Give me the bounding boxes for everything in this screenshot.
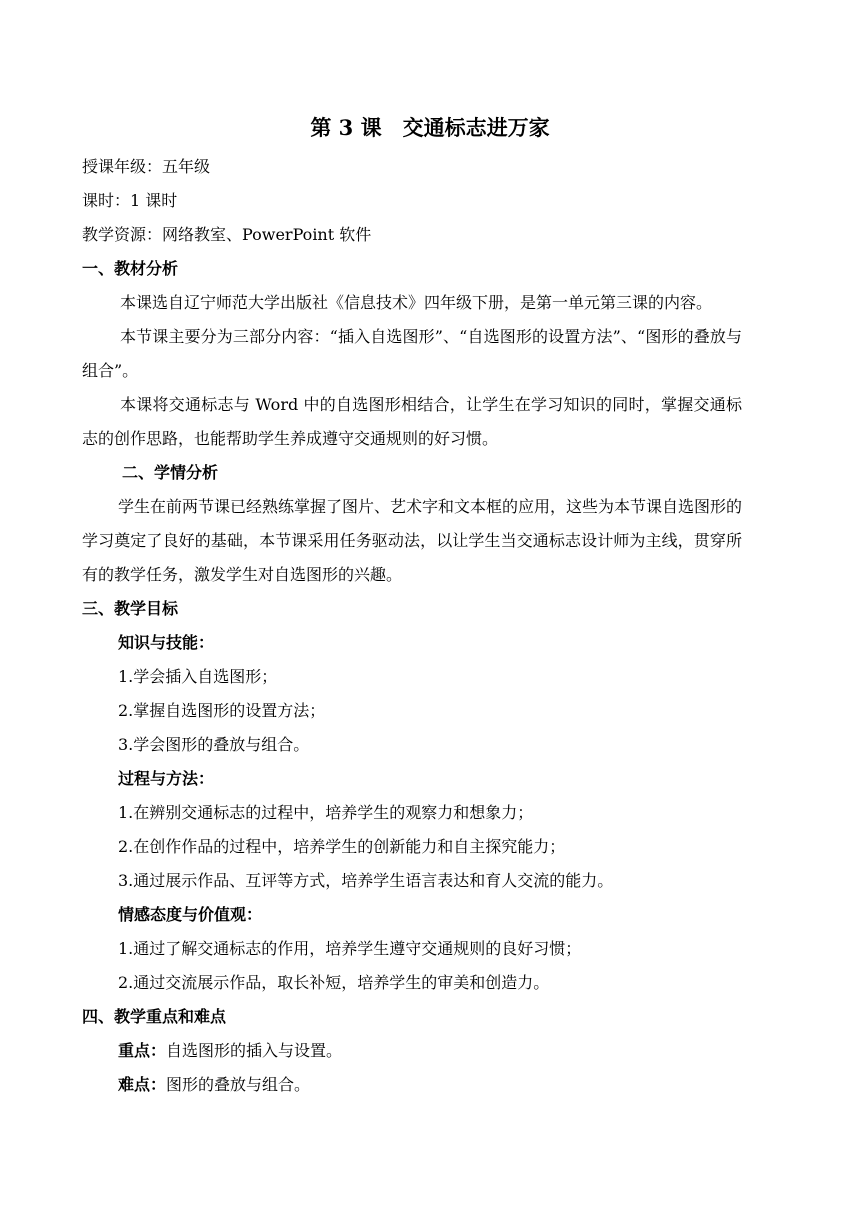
list-item-process-3: 3.通过展示作品、互评等方式，培养学生语言表达和育人交流的能力。 — [118, 871, 614, 890]
section-heading-textbook-analysis: 一、教材分析 — [82, 259, 179, 278]
list-item-knowledge-2: 2.掌握自选图形的设置方法； — [118, 701, 326, 720]
section-heading-student-analysis: 二、学情分析 — [122, 463, 219, 482]
meta-grade: 授课年级：五年级 — [82, 157, 211, 176]
key-point-line — [82, 1034, 742, 1068]
subheading-process-methods: 过程与方法： — [118, 769, 215, 788]
subheading-emotion-values: 情感态度与价值观： — [118, 905, 263, 924]
difficult-point-line — [82, 1068, 742, 1102]
key-point-label: 重点： — [118, 1041, 167, 1060]
list-item-emotion-1: 1.通过了解交通标志的作用，培养学生遵守交通规则的良好习惯； — [118, 939, 582, 958]
difficult-point-label: 难点： — [118, 1075, 167, 1094]
difficult-point-text: 图形的叠放与组合。 — [166, 1075, 311, 1094]
meta-hours: 课时：1 课时 — [82, 191, 178, 210]
list-item-emotion-2: 2.通过交流展示作品，取长补短，培养学生的审美和创造力。 — [118, 973, 550, 992]
section-heading-key-difficult-points: 四、教学重点和难点 — [82, 1007, 227, 1026]
list-item-knowledge-1: 1.学会插入自选图形； — [118, 667, 278, 686]
meta-resources: 教学资源：网络教室、PowerPoint 软件 — [82, 225, 372, 244]
paragraph-content-parts: 本节课主要分为三部分内容：“插入自选图形”、“自选图形的设置方法”、“图形的叠放与组合”。 — [82, 327, 742, 380]
key-point-text: 自选图形的插入与设置。 — [166, 1041, 343, 1060]
paragraph-student-analysis: 学生在前两节课已经熟练掌握了图片、艺术字和文本框的应用，这些为本节课自选图形的学习奠定了良好的基础，本节课采用任务驱动法，以让学生当交通标志设计师为主线，贯穿所有的教学任务，激发学生对自选图形的兴趣。 — [82, 497, 743, 584]
list-item-knowledge-3: 3.学会图形的叠放与组合。 — [118, 735, 310, 754]
list-item-process-1: 1.在辨别交通标志的过程中，培养学生的观察力和想象力； — [118, 803, 534, 822]
paragraph-lesson-combination: 本课将交通标志与 Word 中的自选图形相结合，让学生在学习知识的同时，掌握交通标志的创作思路，也能帮助学生养成遵守交通规则的好习惯。 — [82, 395, 742, 448]
document-body — [82, 150, 742, 1102]
lesson-title: 第 3 课 交通标志进万家 — [310, 115, 550, 140]
list-item-process-2: 2.在创作作品的过程中，培养学生的创新能力和自主探究能力； — [118, 837, 566, 856]
section-heading-teaching-goals: 三、教学目标 — [82, 599, 179, 618]
subheading-knowledge-skills: 知识与技能： — [118, 633, 215, 652]
paragraph-textbook-source: 本课选自辽宁师范大学出版社《信息技术》四年级下册，是第一单元第三课的内容。 — [120, 293, 713, 312]
